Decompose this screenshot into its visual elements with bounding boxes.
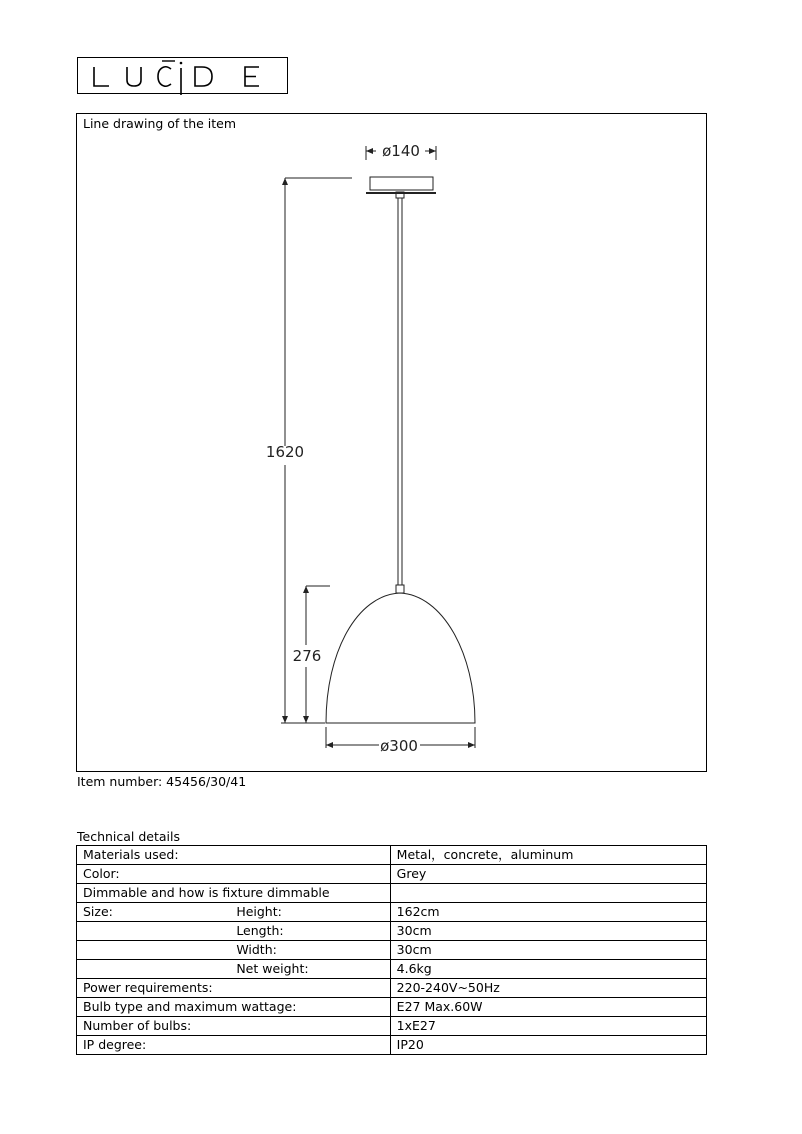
row-label: Materials used: [77,846,391,865]
row-value: Grey [390,865,706,884]
table-row [77,979,707,998]
table-row [77,941,707,960]
table-row [77,846,707,865]
table-row [77,903,707,922]
row-value: 4.6kg [390,960,706,979]
row-value: 162cm [390,903,706,922]
item-number: Item number: 45456/30/41 [77,774,247,789]
logo-lettering [78,58,289,95]
row-label: Power requirements: [77,979,391,998]
table-row [77,998,707,1017]
table-row [77,960,707,979]
drawing-panel [76,113,707,772]
row-label: Size: [77,903,229,922]
row-value [390,884,706,903]
row-value: 1xE27 [390,1017,706,1036]
table-row [77,1036,707,1055]
table-row [77,922,707,941]
table-row [77,1017,707,1036]
row-label [77,960,229,979]
row-label: IP degree: [77,1036,391,1055]
drawing-caption: Line drawing of the item [83,116,237,131]
row-label: Bulb type and maximum wattage: [77,998,391,1017]
row-label: Number of bulbs: [77,1017,391,1036]
total-height-label: 1620 [265,443,305,461]
row-value: 30cm [390,922,706,941]
row-sublabel: Net weight: [228,960,390,979]
row-value: 30cm [390,941,706,960]
brand-logo [77,57,288,94]
technical-details-title: Technical details [77,829,181,844]
row-label: Dimmable and how is fixture dimmable [77,884,391,903]
row-value: Metal，concrete，aluminum [390,846,706,865]
row-sublabel: Height: [228,903,390,922]
row-value: E27 Max.60W [390,998,706,1017]
table-row [77,884,707,903]
row-sublabel: Width: [228,941,390,960]
canopy-diameter-label: ø140 [382,142,420,160]
table-row [77,865,707,884]
shade-height-label: 276 [292,647,322,665]
pendant-line-drawing [77,114,708,773]
technical-details-table [76,845,707,1055]
row-sublabel: Length: [228,922,390,941]
row-value: IP20 [390,1036,706,1055]
row-label [77,922,229,941]
shade-diameter-label: ø300 [380,737,418,755]
row-label [77,941,229,960]
row-value: 220-240V~50Hz [390,979,706,998]
row-label: Color: [77,865,391,884]
